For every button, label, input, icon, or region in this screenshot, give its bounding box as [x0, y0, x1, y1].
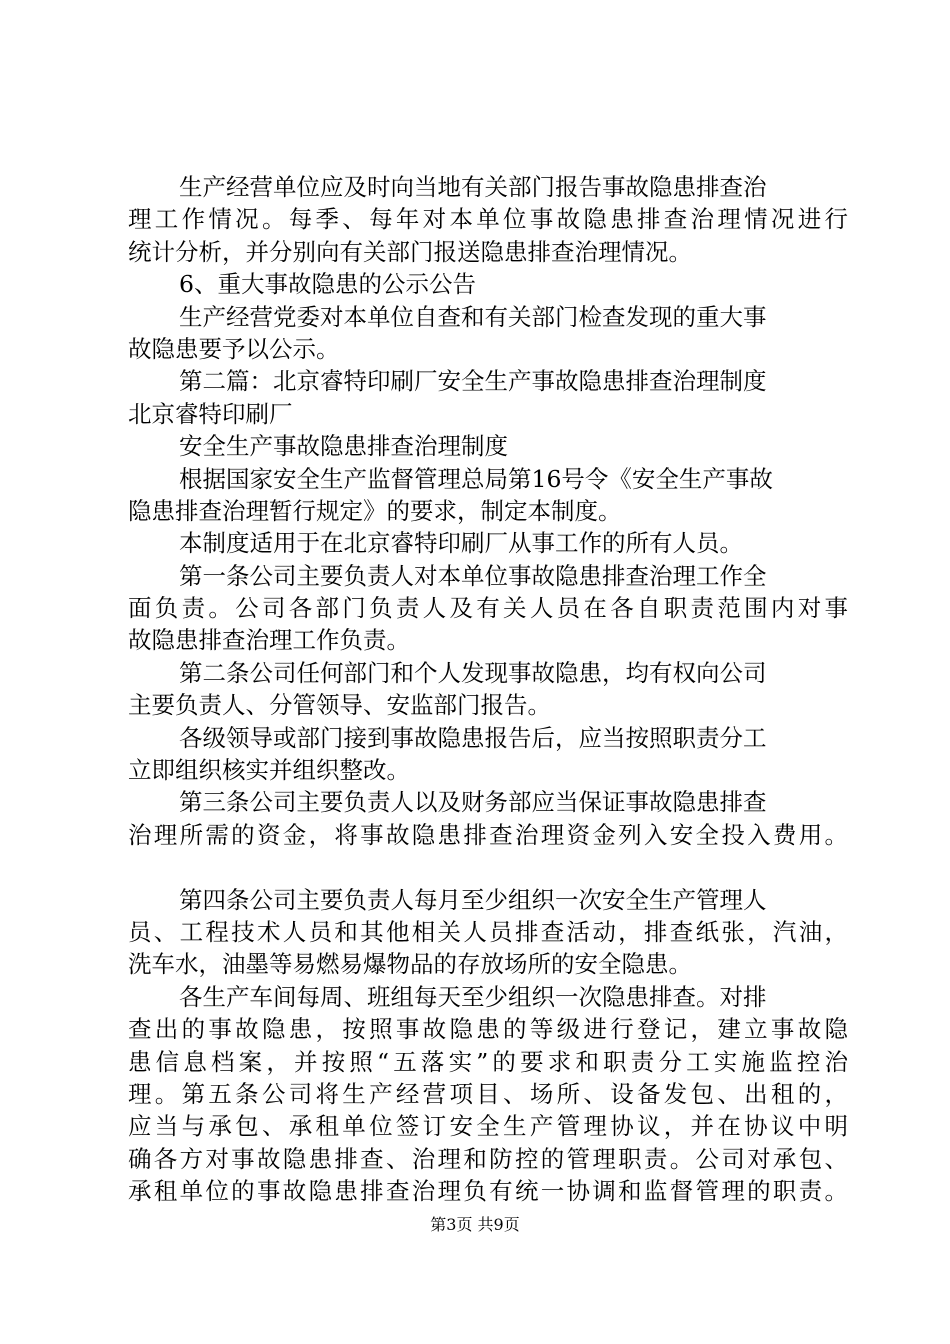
- paragraph-line: 故隐患要予以公示。: [128, 334, 340, 363]
- regulation-title: 安全生产事故隐患排查治理制度: [179, 432, 508, 461]
- article-line: 治理所需的资金，将事故隐患排查治理资金列入安全投入费用。: [128, 820, 848, 849]
- paragraph-gap: [128, 851, 848, 883]
- article-line: 第二条公司任何部门和个人发现事故隐患，均有权向公司: [179, 658, 767, 687]
- article-line: 故隐患排查治理工作负责。: [128, 626, 410, 655]
- paragraph-line: 生产经营党委对本单位自查和有关部门检查发现的重大事: [179, 302, 767, 331]
- article-line: 主要负责人、分管领导、安监部门报告。: [128, 691, 551, 720]
- article-line: 应当与承包、承租单位签订安全生产管理协议，并在协议中明: [128, 1112, 848, 1141]
- document-body: [128, 171, 848, 1208]
- page-number: 第3页 共9页: [430, 1215, 520, 1234]
- paragraph-line: 查出的事故隐患，按照事故隐患的等级进行登记，建立事故隐: [128, 1015, 848, 1044]
- paragraph-line: 生产经营单位应及时向当地有关部门报告事故隐患排查治: [179, 173, 767, 201]
- paragraph-line: 各生产车间每周、班组每天至少组织一次隐患排查。对排: [179, 982, 767, 1011]
- article-line: 面负责。公司各部门负责人及有关人员在各自职责范围内对事: [128, 594, 848, 623]
- article-line: 第四条公司主要负责人每月至少组织一次安全生产管理人: [179, 885, 767, 914]
- section-heading: 6、重大事故隐患的公示公告: [179, 270, 476, 299]
- article-line: 员、工程技术人员和其他相关人员排查活动，排查纸张，汽油，: [128, 917, 848, 946]
- article-line: 承租单位的事故隐患排查治理负有统一协调和监督管理的职责。: [128, 1177, 848, 1206]
- paragraph-line: 患信息档案，并按照“五落实”的要求和职责分工实施监控治: [128, 1047, 848, 1076]
- article-line: 理。第五条公司将生产经营项目、场所、设备发包、出租的，: [128, 1079, 848, 1108]
- paragraph-line: 立即组织核实并组织整改。: [128, 756, 410, 785]
- article-line: 第一条公司主要负责人对本单位事故隐患排查治理工作全: [179, 561, 767, 590]
- paragraph-line: 各级领导或部门接到事故隐患报告后，应当按照职责分工: [179, 723, 767, 752]
- article-line: 确各方对事故隐患排查、治理和防控的管理职责。公司对承包、: [128, 1144, 848, 1173]
- article-line: 第三条公司主要负责人以及财务部应当保证事故隐患排查: [179, 788, 767, 817]
- article-line: 洗车水，油墨等易燃易爆物品的存放场所的安全隐患。: [128, 950, 692, 979]
- paragraph-line: 统计分析，并分别向有关部门报送隐患排查治理情况。: [128, 237, 692, 266]
- paragraph-line: 本制度适用于在北京睿特印刷厂从事工作的所有人员。: [179, 529, 743, 558]
- chapter-title: 第二篇：北京睿特印刷厂安全生产事故隐患排查治理制度: [179, 367, 767, 396]
- paragraph-line: 根据国家安全生产监督管理总局第16号令《安全生产事故: [179, 464, 773, 493]
- paragraph-line: 理工作情况。每季、每年对本单位事故隐患排查治理情况进行: [128, 205, 848, 234]
- paragraph-line: 隐患排查治理暂行规定》的要求，制定本制度。: [128, 496, 622, 525]
- organization-name: 北京睿特印刷厂: [128, 399, 293, 428]
